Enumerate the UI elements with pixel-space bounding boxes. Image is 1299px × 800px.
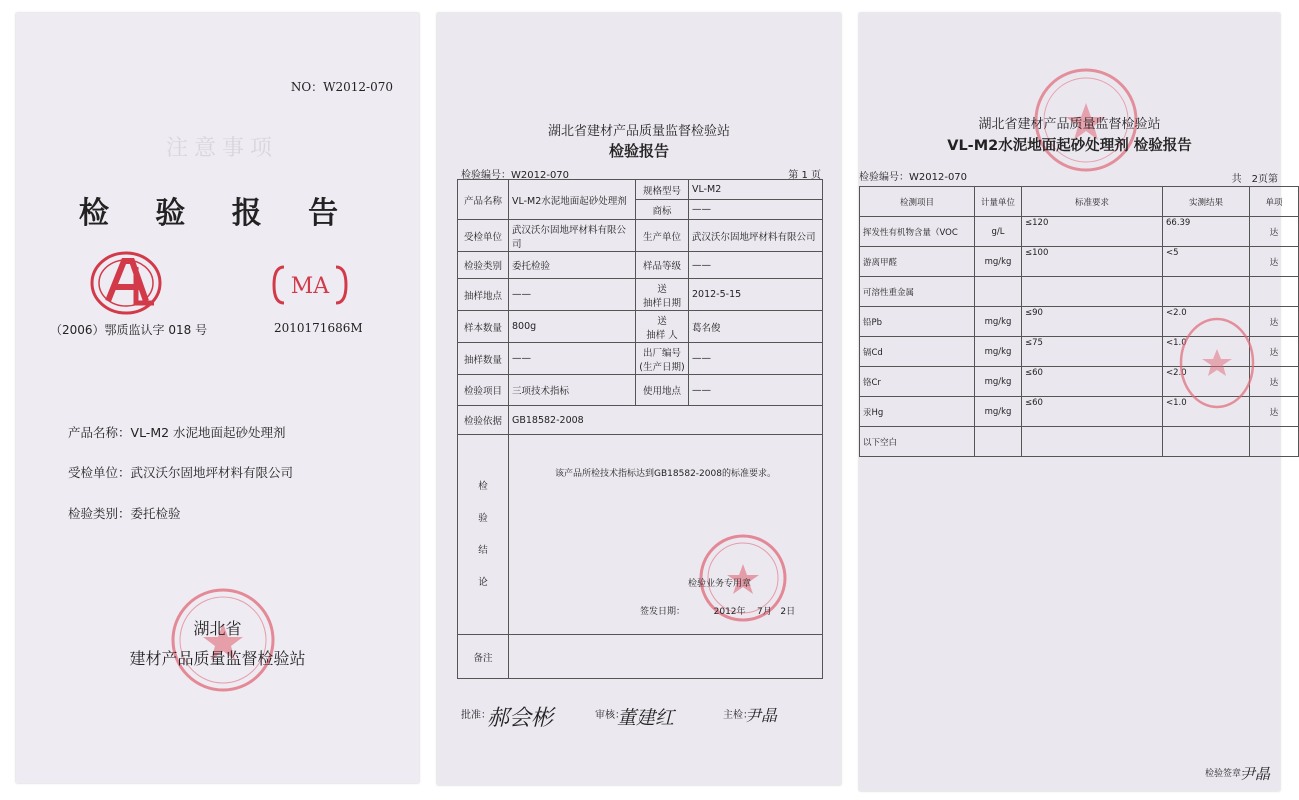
single-verdict: 达 — [1250, 367, 1299, 397]
person-label — [636, 311, 689, 343]
institution-line1: 湖北省 — [193, 619, 242, 638]
table-row — [860, 217, 1299, 247]
client-value: 武汉沃尔固地坪材料有限公司 — [509, 220, 636, 252]
person-label-a: 送 — [657, 315, 667, 327]
unit: mg/kg — [975, 247, 1022, 277]
result: <1.0 — [1163, 397, 1250, 427]
manufacturer-label: 生产单位 — [636, 220, 689, 252]
sample-qty-label: 抽样数量 — [458, 343, 509, 375]
product-name-value: VL-M2水泥地面起砂处理剂 — [509, 180, 636, 220]
seal-label: 检验签章： — [1204, 769, 1250, 779]
person-label-c: 样 人 — [655, 329, 678, 341]
issue-month-unit: 月 — [762, 607, 772, 617]
issue-year-unit: 年 — [736, 607, 746, 617]
result: <2.0 — [1163, 307, 1250, 337]
approve-signature: 郝会彬 — [487, 706, 554, 731]
unit — [975, 277, 1022, 307]
side-seal-icon — [1175, 315, 1255, 411]
institution-line2: 建材产品质量监督检验站 — [129, 649, 306, 668]
item: 挥发性有机物含量（VOC — [860, 217, 975, 247]
person-label-b: 抽 — [646, 329, 656, 341]
manufacturer-value: 武汉沃尔固地坪材料有限公司 — [689, 220, 823, 252]
field-value: 委托检验 — [130, 506, 181, 521]
item: 可溶性重金属 — [860, 277, 975, 307]
model-value: VL-M2 — [689, 180, 823, 200]
requirement: ≤75 — [1022, 337, 1163, 367]
table-row — [860, 277, 1299, 307]
report-number: 检验编号：W2012-070 — [461, 170, 570, 181]
org-name: 湖北省建材产品质量监督检验站 — [547, 124, 730, 139]
field-value: 武汉沃尔固地坪材料有限公司 — [130, 465, 294, 480]
field-value: VL-M2 水泥地面起砂处理剂 — [130, 425, 286, 440]
item: 汞Hg — [860, 397, 975, 427]
requirement: ≤100 — [1022, 247, 1163, 277]
unit: mg/kg — [975, 307, 1022, 337]
col-header: 标准要求 — [1022, 187, 1163, 217]
col-header: 计量单位 — [975, 187, 1022, 217]
report-page-2 — [859, 13, 1283, 791]
result: <5 — [1163, 247, 1250, 277]
field-label: 检验类别： — [68, 506, 131, 521]
single-verdict — [1250, 427, 1299, 457]
date-label-c: 样日期 — [652, 297, 682, 309]
item: 镉Cd — [860, 337, 975, 367]
date-label-a: 送 — [657, 283, 667, 295]
review-label: 审核： — [595, 710, 625, 721]
main-inspector-label: 主检： — [723, 710, 753, 721]
person-value: 葛名俊 — [689, 311, 823, 343]
site-label: 抽样地点 — [458, 279, 509, 311]
items-value: 三项技术指标 — [509, 375, 636, 406]
batch-label-2: (生产日期) — [639, 361, 685, 373]
remark-label: 备注 — [458, 635, 509, 679]
report-title: VL-M2水泥地面起砂处理剂 检验报告 — [947, 138, 1192, 154]
issue-label: 签发日期： — [640, 607, 686, 617]
result: 66.39 — [1163, 217, 1250, 247]
conclusion-cell — [509, 435, 823, 635]
seal-label: 检验业务专用章 — [688, 579, 752, 589]
field-client — [68, 463, 293, 481]
requirement — [1022, 277, 1163, 307]
model-label: 规格型号 — [636, 180, 689, 200]
product-name-label: 产品名称 — [458, 180, 509, 220]
show-through-text: 注意事项 — [166, 136, 279, 161]
requirement: ≤60 — [1022, 367, 1163, 397]
cma-logo-icon — [88, 245, 168, 317]
batch-value: —— — [689, 343, 823, 375]
main-inspector-signature: 尹晶 — [745, 706, 778, 725]
unit — [975, 427, 1022, 457]
brand-value: —— — [689, 200, 823, 220]
item: 以下空白 — [860, 427, 975, 457]
col-header: 实测结果 — [1163, 187, 1250, 217]
table-row — [860, 247, 1299, 277]
unit: mg/kg — [975, 337, 1022, 367]
single-verdict: 达 — [1250, 397, 1299, 427]
item: 铬Cr — [860, 367, 975, 397]
site-value: —— — [509, 279, 636, 311]
issue-day: 2 — [780, 607, 787, 617]
seal-signature: 尹晶 — [1239, 765, 1270, 783]
result — [1163, 427, 1250, 457]
date-value: 2012-5-15 — [689, 279, 823, 311]
single-verdict: 达 — [1250, 217, 1299, 247]
col-header: 检测项目 — [860, 187, 975, 217]
items-label: 检验项目 — [458, 375, 509, 406]
basis-value: GB18582-2008 — [509, 406, 823, 435]
page-label: 共 2页第 — [1231, 174, 1278, 185]
conclusion-char: 检 — [478, 480, 488, 492]
result — [1163, 277, 1250, 307]
official-seal-icon — [168, 585, 278, 695]
conclusion-char: 验 — [478, 512, 488, 524]
conclusion-label — [458, 435, 509, 635]
item: 游离甲醛 — [860, 247, 975, 277]
item: 铅Pb — [860, 307, 975, 337]
category-label: 检验类别 — [458, 252, 509, 279]
category-value: 委托检验 — [509, 252, 636, 279]
requirement: ≤90 — [1022, 307, 1163, 337]
batch-label-1: 出厂编号 — [642, 347, 681, 359]
result: <2.0 — [1163, 367, 1250, 397]
approve-label: 批准： — [461, 710, 491, 721]
field-category — [68, 504, 181, 522]
remark-value — [509, 635, 823, 679]
conclusion-char: 结 — [478, 544, 488, 556]
basis-label: 检验依据 — [458, 406, 509, 435]
issue-date — [640, 604, 795, 617]
report-title: 检验报告 — [608, 142, 669, 160]
issue-day-unit: 日 — [786, 607, 796, 617]
report-page-1 — [437, 13, 841, 785]
ma-cert-number: 2010171686M — [274, 321, 363, 335]
table-row — [860, 427, 1299, 457]
conclusion-char: 论 — [478, 576, 488, 588]
report-info-table — [457, 179, 823, 679]
requirement: ≤120 — [1022, 217, 1163, 247]
field-product — [68, 423, 286, 441]
qty-value: 800g — [509, 311, 636, 343]
cover-page — [16, 13, 419, 783]
ma-logo-icon — [272, 263, 348, 307]
unit: g/L — [975, 217, 1022, 247]
result: <1.0 — [1163, 337, 1250, 367]
report-number: 检验编号：W2012-070 — [859, 172, 968, 183]
single-verdict: 达 — [1250, 337, 1299, 367]
date-label — [636, 279, 689, 311]
conclusion-text: 该产品所检技术指标达到GB18582-2008的标准要求。 — [555, 469, 776, 479]
org-name: 湖北省建材产品质量监督检验站 — [978, 117, 1161, 132]
use-value: —— — [689, 375, 823, 406]
ma-logo-text: MA — [290, 274, 330, 299]
batch-label — [636, 343, 689, 375]
date-label-b: 抽 — [642, 297, 653, 309]
single-verdict: 达 — [1250, 307, 1299, 337]
field-label: 产品名称： — [68, 425, 131, 440]
page-label: 第 1 页 — [788, 170, 821, 181]
report-number: NO：W2012-070 — [290, 80, 393, 94]
review-signature: 董建红 — [617, 707, 675, 729]
cover-title: 检 验 报 告 — [78, 196, 357, 231]
requirement — [1022, 427, 1163, 457]
issue-month: 7 — [757, 607, 763, 617]
single-verdict — [1250, 277, 1299, 307]
issue-year: 2012 — [713, 607, 737, 617]
unit: mg/kg — [975, 367, 1022, 397]
sample-qty-value: —— — [509, 343, 636, 375]
cma-cert-number: （2006）鄂质监认字 018 号 — [50, 323, 208, 337]
grade-value: —— — [689, 252, 823, 279]
field-label: 受检单位： — [68, 465, 131, 480]
single-verdict: 达 — [1250, 247, 1299, 277]
brand-label: 商标 — [636, 200, 689, 220]
use-label: 使用地点 — [636, 375, 689, 406]
requirement: ≤60 — [1022, 397, 1163, 427]
client-label: 受检单位 — [458, 220, 509, 252]
grade-label: 样品等级 — [636, 252, 689, 279]
qty-label: 样本数量 — [458, 311, 509, 343]
col-header: 单项 — [1250, 187, 1299, 217]
unit: mg/kg — [975, 397, 1022, 427]
